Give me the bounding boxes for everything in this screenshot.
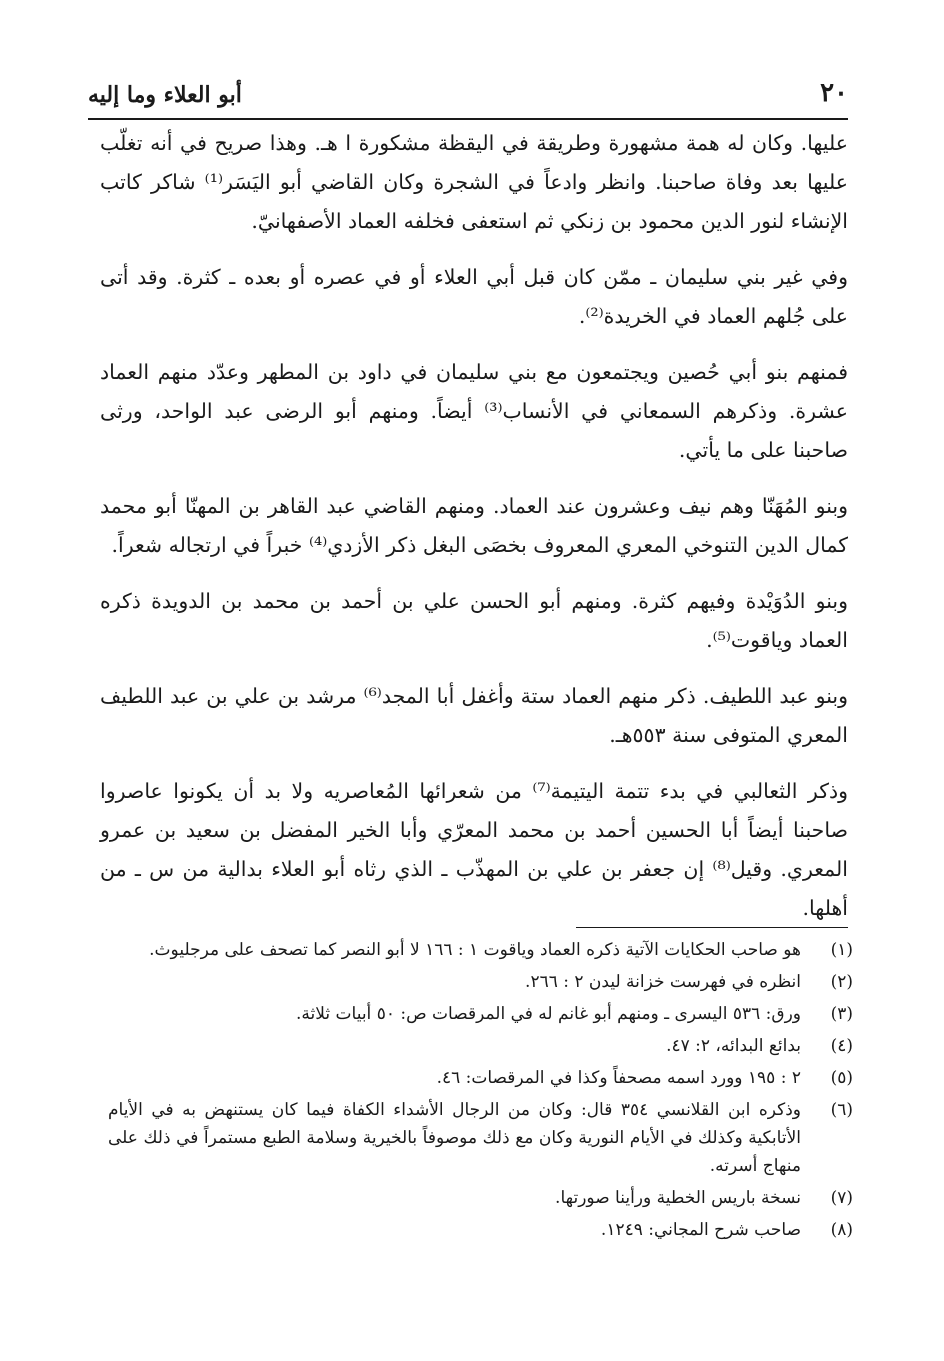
paragraph: وبنو المُهَنّا وهم نيف وعشرون عند العماد. ومنهم القاضي عبد القاهر بن المهنّا أبو محمد كمال الدين التنوخي المعري المعروف بخصَى البغل ذكر الأزدي⁽⁴⁾ خبراً في ارتجاله شعراً. xyxy=(100,494,848,557)
paragraph: وفي غير بني سليمان ـ ممّن كان قبل أبي العلاء أو في عصره أو بعده ـ كثرة. وقد أتى على جُلهم العماد في الخريدة⁽²⁾. xyxy=(100,265,848,328)
footnote-text: وذكره ابن القلانسي ٣٥٤ قال: وكان من الرجال الأشداء الكفاة فيما كان يستنهض به في الأيام الأتابكية وكذلك في الأيام النورية وكان مع ذلك موصوفاً بالخيرية وسلامة الطبع مستمراً في ذلك على منهاج أسرته. xyxy=(108,1100,801,1176)
footnote-text: ٢ : ١٩٥ وورد اسمه مصحفاً وكذا في المرقصات: ٤٦. xyxy=(436,1068,801,1088)
paragraph: وبنو عبد اللطيف. ذكر منهم العماد ستة وأغفل أبا المجد⁽⁶⁾ مرشد بن علي بن عبد اللطيف المعري المتوفى سنة ٥٥٣هـ. xyxy=(100,684,849,747)
footnote-number: (٥) xyxy=(830,1068,853,1088)
footnote-text: ورق: ٥٣٦ اليسرى ـ ومنهم أبو غانم له في المرقصات ص: ٥٠ أبيات ثلاثة. xyxy=(295,1004,801,1024)
footnote-text: بدائع البدائه، ٢: ٤٧. xyxy=(666,1036,801,1056)
footnote-separator xyxy=(576,927,848,928)
footnote xyxy=(108,1184,853,1212)
footnote-number: (٧) xyxy=(830,1188,853,1208)
page-header xyxy=(88,70,848,120)
paragraph: فمنهم بنو أبي حُصين ويجتمعون مع بني سليمان في داود بن المطهر وعدّد منهم العماد عشرة. وذكرهم السمعاني في الأنساب⁽³⁾ أيضاً. ومنهم أبو الرضى عبد الواحد، ورثى صاحبنا على ما يأتي. xyxy=(100,360,848,462)
footnote xyxy=(108,1064,853,1092)
footnote-text: صاحب شرح المجاني: ١٢٤٩. xyxy=(600,1220,801,1240)
running-title: أبو العلاء وما إليه xyxy=(88,82,242,108)
footnote-text: هو صاحب الحكايات الآتية ذكره العماد وياقوت ١ : ١٦٦ لا أبو النصر كما تصحف على مرجليوث. xyxy=(149,940,801,960)
footnote-text: انظره في فهرست خزانة ليدن ٢ : ٢٦٦. xyxy=(525,972,801,992)
footnote-number: (٦) xyxy=(830,1100,853,1120)
footnote-text: نسخة باريس الخطية ورأينا صورتها. xyxy=(555,1188,801,1208)
footnote xyxy=(108,1216,853,1244)
paragraph: وذكر الثعالبي في بدء تتمة اليتيمة⁽⁷⁾ من شعرائها المُعاصريه ولا بد أن يكونوا عاصروا صاحبنا أيضاً أبا الحسين أحمد بن محمد المعرّي وأبا الخير المفضل بن سعيد بن عمرو المعري. وقيل⁽⁸⁾ إن جعفر بن علي بن المهذّب ـ الذي رثاه أبو العلاء بدالية من س ـ من أهلها. xyxy=(100,779,848,920)
paragraph: عليها. وكان له همة مشهورة وطريقة في اليقظة مشكورة ا هـ. وهذا صريح في أنه تغلّب عليها بعد وفاة صاحبنا. وانظر وادعاً في الشجرة وكان القاضي أبو اليَسَر⁽¹⁾ شاكر كاتب الإنشاء لنور الدين محمود بن زنكي ثم استعفى فخلفه العماد الأصفهانيّ. xyxy=(100,131,848,233)
page-number: ٢٠ xyxy=(820,78,848,108)
footnote xyxy=(108,1096,853,1180)
footnote-number: (٤) xyxy=(830,1036,853,1056)
footnotes xyxy=(108,936,853,1248)
footnote-number: (٣) xyxy=(830,1004,853,1024)
footnote xyxy=(108,1000,853,1028)
main-text xyxy=(100,124,848,945)
footnote xyxy=(108,1032,853,1060)
footnote xyxy=(108,936,853,964)
footnote-number: (٢) xyxy=(830,972,853,992)
footnote-number: (١) xyxy=(830,940,853,960)
paragraph: وبنو الدُوَيْدة وفيهم كثرة. ومنهم أبو الحسن علي بن أحمد بن محمد بن الدويدة ذكره العماد وياقوت⁽⁵⁾. xyxy=(100,589,848,652)
footnote xyxy=(108,968,853,996)
footnote-number: (٨) xyxy=(830,1220,853,1240)
